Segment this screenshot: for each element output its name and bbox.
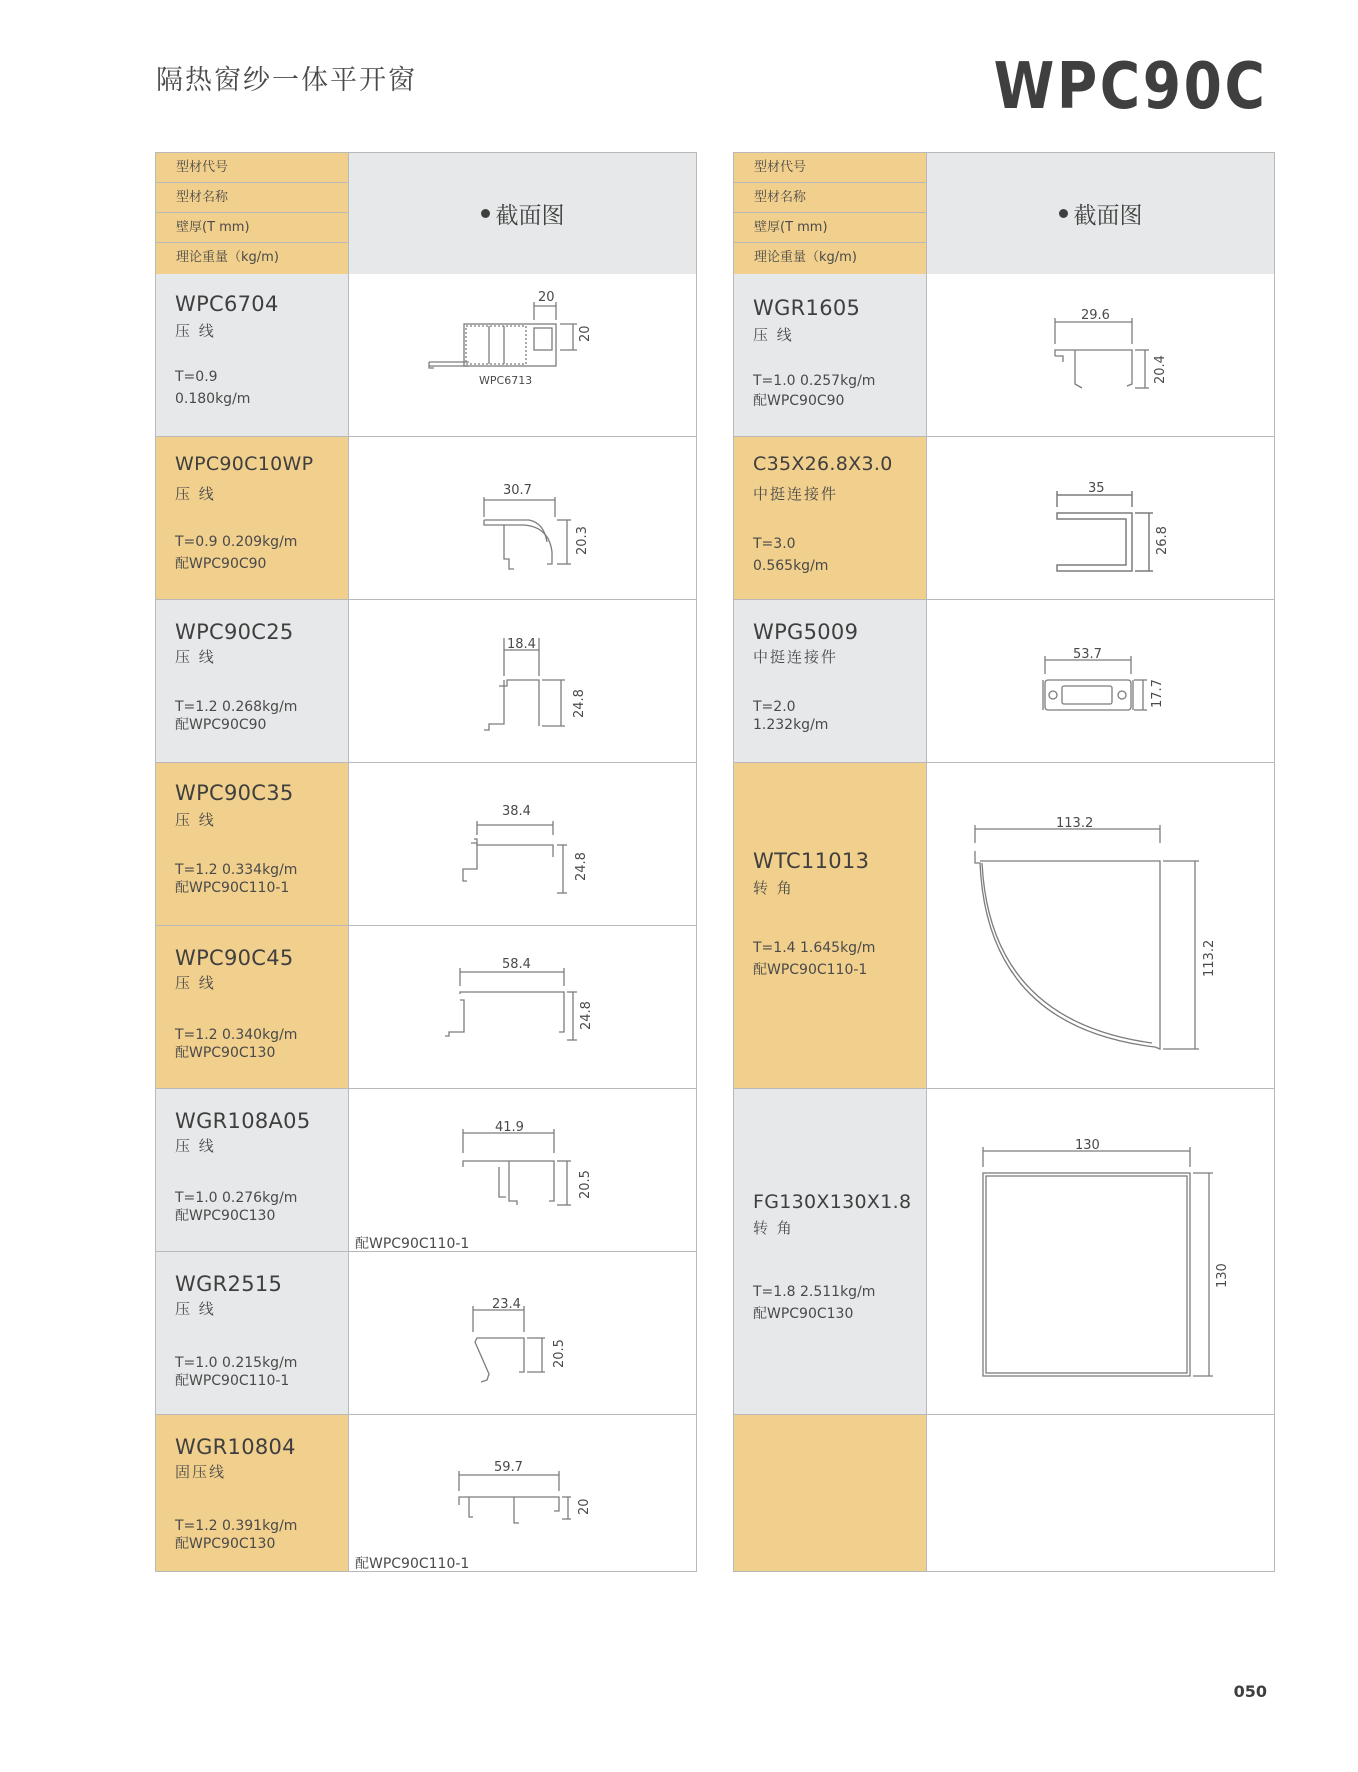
profile-note: 配WPC90C110-1 — [355, 1236, 470, 1252]
profile-row — [156, 1089, 696, 1252]
profile-code: WPC90C10WP — [175, 453, 314, 475]
profile-code: FG130X130X1.8 — [753, 1191, 912, 1213]
profile-weight: 配WPC90C110-1 — [175, 1373, 290, 1389]
dimension-label: 41.9 — [495, 1120, 524, 1135]
dimension-label: 20 — [577, 1498, 592, 1515]
profile-weight: 配WPC90C90 — [175, 717, 267, 733]
profile-info — [734, 1089, 927, 1414]
profile-name: 压 线 — [753, 326, 794, 344]
header-labels — [156, 153, 349, 274]
dimension-label: 113.2 — [1056, 816, 1094, 831]
profile-section-drawing — [349, 926, 696, 1089]
profile-name: 压 线 — [175, 974, 216, 992]
dimension-label: 26.8 — [1155, 526, 1170, 555]
profile-section-drawing — [927, 600, 1274, 763]
profile-row — [734, 600, 1274, 763]
dimension-label: 24.8 — [572, 689, 587, 718]
dimension-label: 23.4 — [492, 1297, 521, 1312]
profile-code: WPC90C35 — [175, 781, 294, 805]
profile-thickness: T=0.9 0.209kg/m — [175, 534, 298, 550]
dimension-label: 18.4 — [507, 637, 536, 652]
profile-code: WGR10804 — [175, 1435, 296, 1459]
dimension-label: 24.8 — [579, 1001, 594, 1030]
table-header — [734, 153, 1274, 275]
profile-section-drawing — [349, 1252, 696, 1415]
header-section-title — [927, 153, 1274, 274]
profile-section-drawing — [927, 763, 1274, 1089]
profile-row — [156, 600, 696, 763]
dimension-label: 24.8 — [574, 852, 589, 881]
profile-thickness: T=1.2 0.334kg/m — [175, 862, 298, 878]
profile-code: WPG5009 — [753, 620, 859, 644]
profile-code: C35X26.8X3.0 — [753, 453, 893, 475]
profile-info — [734, 763, 927, 1088]
profile-weight: 配WPC90C130 — [753, 1306, 854, 1322]
profile-thickness: T=1.2 0.391kg/m — [175, 1518, 298, 1534]
dimension-label: 20 — [538, 290, 555, 305]
right-profile-table — [733, 152, 1275, 1572]
profile-name: 压 线 — [175, 485, 216, 503]
profile-thickness: T=1.2 0.340kg/m — [175, 1027, 298, 1043]
header-section-title — [349, 153, 696, 274]
header-labels — [734, 153, 927, 274]
profile-section-drawing — [349, 600, 696, 763]
profile-code: WPC90C25 — [175, 620, 294, 644]
dimension-label: 20.5 — [552, 1339, 567, 1368]
profile-info — [156, 437, 349, 599]
table-header — [156, 153, 696, 275]
section-drawing-cell — [349, 1415, 696, 1571]
dimension-label: 113.2 — [1202, 939, 1217, 977]
dimension-label: 38.4 — [502, 804, 531, 819]
profile-thickness: T=1.0 0.215kg/m — [175, 1355, 298, 1371]
profile-row — [156, 1252, 696, 1415]
profile-code: WPC6704 — [175, 292, 279, 316]
profile-name: 转 角 — [753, 879, 794, 897]
profile-name: 固压线 — [175, 1463, 227, 1481]
section-title-text: 截面图 — [495, 203, 565, 229]
profile-row — [156, 926, 696, 1089]
empty-info-cell — [734, 1415, 927, 1571]
profile-info — [156, 1089, 349, 1251]
profile-info — [734, 274, 927, 436]
profile-weight: 配WPC90C110-1 — [175, 880, 290, 896]
profile-weight: 配WPC90C90 — [175, 556, 267, 572]
empty-row — [734, 1415, 1274, 1571]
profile-row — [156, 274, 696, 437]
header-label-code: 型材代号 — [156, 153, 348, 183]
dimension-label: 59.7 — [494, 1460, 523, 1475]
profile-code: WPC90C45 — [175, 946, 294, 970]
section-drawing-cell — [927, 274, 1274, 436]
profile-info — [734, 600, 927, 762]
profile-info — [734, 437, 927, 599]
profile-name: 压 线 — [175, 322, 216, 340]
profile-info — [156, 1252, 349, 1414]
dimension-label: 20.3 — [575, 526, 590, 555]
dimension-label: 130 — [1075, 1138, 1100, 1153]
profile-section-drawing — [349, 437, 696, 600]
dimension-label: 17.7 — [1150, 679, 1165, 708]
drawing-label: WPC6713 — [479, 374, 533, 387]
section-drawing-cell — [349, 274, 696, 436]
dimension-label: 29.6 — [1081, 308, 1110, 323]
profile-section-drawing — [927, 274, 1274, 437]
dimension-label: 20.4 — [1153, 355, 1168, 384]
dimension-label: 20 — [578, 325, 593, 342]
profile-section-drawing — [349, 1089, 696, 1252]
dimension-label: 58.4 — [502, 957, 531, 972]
header-label-name: 型材名称 — [734, 183, 926, 213]
profile-thickness: T=1.2 0.268kg/m — [175, 699, 298, 715]
profile-name: 中挺连接件 — [753, 485, 839, 503]
profile-name: 压 线 — [175, 1137, 216, 1155]
header-label-thickness: 壁厚(T mm) — [156, 213, 348, 243]
profile-thickness: T=3.0 — [753, 536, 796, 552]
profile-info — [156, 926, 349, 1088]
dimension-label: 20.5 — [578, 1170, 593, 1199]
profile-code: WGR2515 — [175, 1272, 283, 1296]
profile-section-drawing — [927, 437, 1274, 600]
profile-info — [156, 763, 349, 925]
section-drawing-cell — [349, 1089, 696, 1251]
profile-note: 配WPC90C110-1 — [355, 1556, 470, 1572]
profile-row — [734, 1089, 1274, 1415]
profile-code: WGR1605 — [753, 296, 861, 320]
section-drawing-cell — [349, 600, 696, 762]
empty-drawing-cell — [927, 1415, 1274, 1571]
profile-section-drawing — [349, 1415, 696, 1571]
section-drawing-cell — [927, 600, 1274, 762]
profile-name: 转 角 — [753, 1219, 794, 1237]
profile-row — [734, 274, 1274, 437]
bullet-icon — [481, 209, 490, 218]
page-number: 050 — [1233, 1682, 1267, 1701]
profile-name: 压 线 — [175, 648, 216, 666]
dimension-label: 130 — [1215, 1263, 1230, 1288]
profile-info — [156, 1415, 349, 1571]
profile-code: WGR108A05 — [175, 1109, 311, 1133]
profile-thickness: T=1.4 1.645kg/m — [753, 940, 876, 956]
section-drawing-cell — [927, 437, 1274, 599]
section-drawing-cell — [349, 926, 696, 1088]
profile-name: 压 线 — [175, 1300, 216, 1318]
profile-thickness: T=1.0 0.257kg/m — [753, 373, 876, 389]
section-drawing-cell — [927, 1089, 1274, 1414]
header-label-name: 型材名称 — [156, 183, 348, 213]
profile-weight: 配WPC90C110-1 — [753, 962, 868, 978]
profile-weight: 配WPC90C130 — [175, 1536, 276, 1552]
profile-thickness: T=1.0 0.276kg/m — [175, 1190, 298, 1206]
header-label-weight: 理论重量（kg/m) — [754, 250, 857, 265]
profile-weight: 配WPC90C90 — [753, 393, 845, 409]
profile-info — [156, 600, 349, 762]
profile-section-drawing — [349, 274, 696, 437]
profile-weight: 0.565kg/m — [753, 558, 829, 574]
dimension-label: 30.7 — [503, 483, 532, 498]
bullet-icon — [1059, 209, 1068, 218]
profile-name: 中挺连接件 — [753, 648, 839, 666]
page-title: 隔热窗纱一体平开窗 — [156, 65, 417, 96]
profile-weight: 0.180kg/m — [175, 391, 251, 407]
profile-row — [734, 437, 1274, 600]
dimension-label: 53.7 — [1073, 647, 1102, 662]
dimension-label: 35 — [1088, 481, 1105, 496]
profile-row — [156, 763, 696, 926]
profile-row — [156, 437, 696, 600]
header-label-code: 型材代号 — [734, 153, 926, 183]
profile-code: WTC11013 — [753, 849, 870, 873]
section-drawing-cell — [349, 763, 696, 925]
header-label-thickness: 壁厚(T mm) — [734, 213, 926, 243]
profile-weight: 配WPC90C130 — [175, 1208, 276, 1224]
profile-weight: 1.232kg/m — [753, 717, 829, 733]
profile-name: 压 线 — [175, 811, 216, 829]
section-drawing-cell — [349, 1252, 696, 1414]
profile-row — [734, 763, 1274, 1089]
section-drawing-cell — [349, 437, 696, 599]
profile-thickness: T=2.0 — [753, 699, 796, 715]
profile-section-drawing — [927, 1089, 1274, 1415]
left-profile-table — [155, 152, 697, 1572]
profile-section-drawing — [349, 763, 696, 926]
profile-row — [156, 1415, 696, 1571]
profile-weight: 配WPC90C130 — [175, 1045, 276, 1061]
profile-thickness: T=1.8 2.511kg/m — [753, 1284, 876, 1300]
section-title-text: 截面图 — [1073, 203, 1143, 229]
header-label-weight: 理论重量（kg/m) — [176, 250, 279, 265]
profile-thickness: T=0.9 — [175, 369, 218, 385]
section-drawing-cell — [927, 763, 1274, 1088]
profile-info — [156, 274, 349, 436]
model-number: WPC90C — [993, 50, 1267, 124]
